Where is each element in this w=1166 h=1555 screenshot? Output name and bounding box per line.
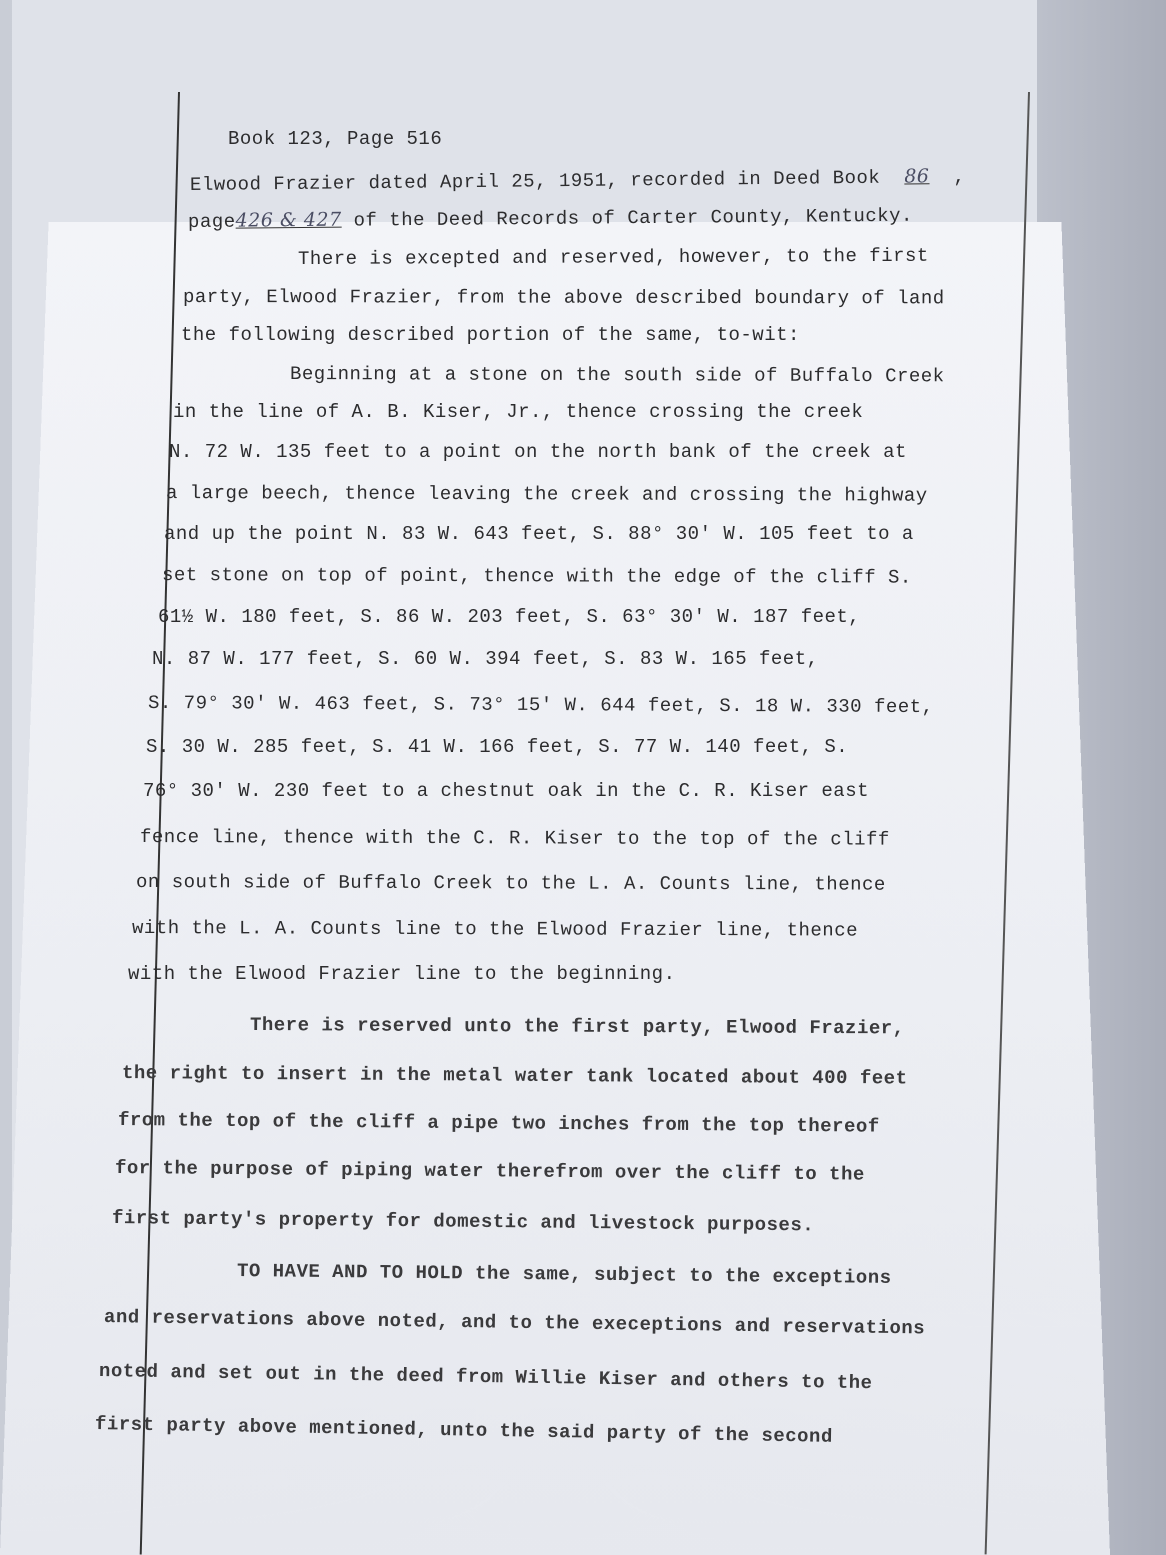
deed-line-6: Beginning at a stone on the south side of Buffalo Creek [289,363,945,388]
deed-line-5: the following described portion of the same, to-wit: [181,324,800,346]
deed-line-29: first party above mentioned, unto the said party of the second [94,1413,834,1448]
deed-line-7: in the line of A. B. Kiser, Jr., thence crossing the creek [173,401,864,423]
deed-line-13: N. 87 W. 177 feet, S. 60 W. 394 feet, S. 83 W. 165 feet, [152,648,819,670]
handwritten-book-number: 86 [904,165,930,188]
deed-line-15: S. 30 W. 285 feet, S. 41 W. 166 feet, S. 77 W. 140 feet, S. [146,736,849,758]
deed-line-25: first party's property for domestic and livestock purposes. [111,1207,815,1237]
deed-line-24: for the purpose of piping water therefrom over the cliff to the [114,1157,865,1186]
deed-line-1: Elwood Frazier dated April 25, 1951, recorded in Deed Book 86 , [189,165,966,196]
deed-line-21: There is reserved unto the first party, Elwood Frazier, [249,1014,905,1040]
deed-line-3: There is excepted and reserved, however, to the first [297,244,929,270]
deed-line-16: 76° 30' W. 230 feet to a chestnut oak in the C. R. Kiser east [143,780,870,802]
deed-line-11: set stone on top of point, thence with the edge of the cliff S. [161,564,912,589]
deed-line-12: 61½ W. 180 feet, S. 86 W. 203 feet, S. 63° 30' W. 187 feet, [158,606,861,628]
deed-line-9: a large beech, thence leaving the creek and crossing the highway [165,482,928,507]
deed-line-18: on south side of Buffalo Creek to the L. A. Counts line, thence [135,871,886,896]
deed-line-10: and up the point N. 83 W. 643 feet, S. 88° 30' W. 105 feet to a [164,523,914,545]
deed-line-17: fence line, thence with the C. R. Kiser to the top of the cliff [139,826,890,851]
page-header: Book 123, Page 516 [228,128,443,150]
deed-line-23: from the top of the cliff a pipe two inches from the top thereof [117,1109,880,1138]
deed-line-2: page426 & 427 of the Deed Records of Carter County, Kentucky. [187,204,914,233]
handwritten-page-numbers: 426 & 427 [235,208,342,232]
deed-line-27: and reservations above noted, and to the execeptions and reservations [103,1306,926,1340]
deed-line-20: with the Elwood Frazier line to the beginning. [128,963,676,985]
deed-line-19: with the L. A. Counts line to the Elwood Frazier line, thence [131,917,859,942]
deed-line-28: noted and set out in the deed from Willie Kiser and others to the [98,1360,873,1395]
deed-line-14: S. 79° 30' W. 463 feet, S. 73° 15' W. 644 feet, S. 18 W. 330 feet, [147,692,934,719]
deed-line-26: TO HAVE AND TO HOLD the same, subject to the exceptions [236,1260,892,1289]
deed-line-4: party, Elwood Frazier, from the above described boundary of land [182,286,945,310]
deed-line-22: the right to insert in the metal water tank located about 400 feet [121,1062,908,1090]
deed-line-8: N. 72 W. 135 feet to a point on the north bank of the creek at [169,441,907,463]
